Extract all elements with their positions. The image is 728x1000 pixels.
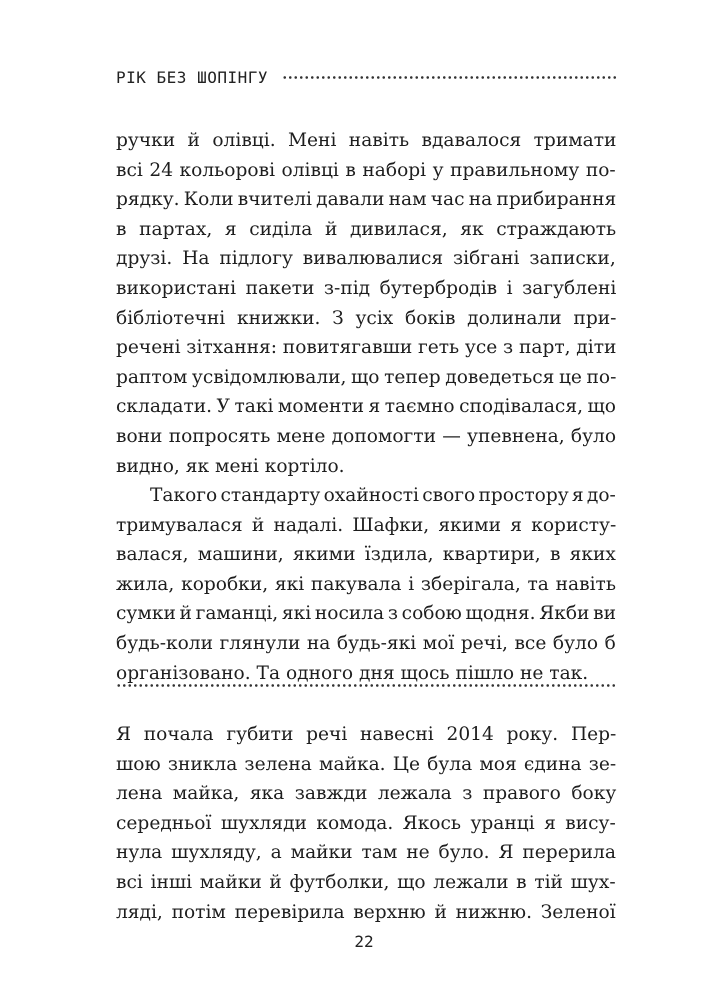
page-number: 22 xyxy=(354,932,374,951)
paragraph-2 xyxy=(116,481,616,688)
text-line: раптом усвідомлювали, що тепер доведеться це по- xyxy=(116,366,617,388)
text-line: використані пакети з-під бутербродів і загублені xyxy=(116,277,617,299)
text-line: валася, машини, якими їздила, квартири, в яких xyxy=(116,544,616,566)
text-line: видно, як мені кортіло. xyxy=(116,455,345,477)
text-line: бібліотечні книжки. З усіх боків долинали при- xyxy=(116,307,617,329)
running-title: РІК БЕЗ ШОПІНГУ xyxy=(116,67,268,87)
text-line: Я почала губити речі навесні 2014 року. Пер- xyxy=(116,724,617,745)
text-line: друзі. На підлогу вивалювалися зібгані записки, xyxy=(116,248,616,270)
text-line: шою зникла зелена майка. Це була моя єдина зе- xyxy=(116,753,617,775)
text-line: будь-коли глянули на будь-які мої речі, все було б xyxy=(116,632,616,654)
text-line: всі інші майки й футболки, що лежали в тій шух- xyxy=(116,871,616,893)
text-line: ручки й олівці. Мені навіть вдавалося тримати xyxy=(116,130,617,151)
text-line: в партах, я сиділа й дивилася, як страждають xyxy=(116,218,617,240)
text-line: складати. У такі моменти я таємно сподівалася, що xyxy=(116,396,616,418)
text-line: тримувалася й надалі. Шафки, якими я користу- xyxy=(116,514,617,536)
text-line: сумки й гаманці, які носила з собою щодня. Якби ви xyxy=(116,603,616,625)
text-line: жила, коробки, які пакувала і зберігала, та навіть xyxy=(116,573,616,595)
text-line: лена майка, яка завжди лежала з правого боку xyxy=(116,783,617,805)
text-line: речені зітхання: повитягавши геть усе з парт, діти xyxy=(116,337,617,359)
paragraph-1 xyxy=(116,126,616,481)
text-line: організовано. Та одного дня щось пішло не так. xyxy=(116,662,589,684)
text-line: ляді, потім перевірила верхню й нижню. Зеленої xyxy=(116,901,616,923)
paragraph-3 xyxy=(116,720,616,927)
text-line: Такого стандарту охайності свого простору я до- xyxy=(150,485,616,506)
text-line: нула шухляду, а майки там не було. Я перерила xyxy=(116,842,616,864)
header-dotted-rule xyxy=(282,76,616,79)
running-header xyxy=(116,66,616,88)
text-line: середньої шухляди комода. Якось уранці я вису- xyxy=(116,812,616,834)
text-line: рядку. Коли вчителі давали нам час на прибирання xyxy=(116,189,617,211)
section-break-dotted-rule xyxy=(116,684,616,687)
text-line: вони попросять мене допомогти — упевнена, було xyxy=(116,425,617,447)
text-line: всі 24 кольорові олівці в наборі у правильному по- xyxy=(116,159,616,181)
